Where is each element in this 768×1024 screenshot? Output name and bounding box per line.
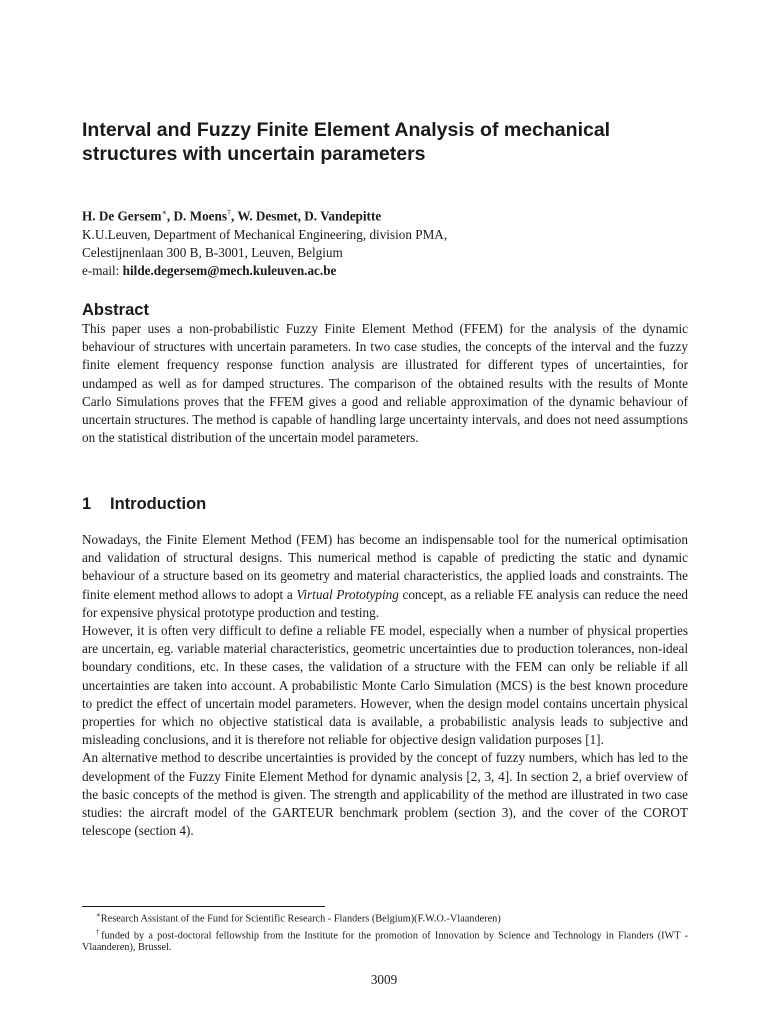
- section-number: 1: [82, 495, 92, 513]
- intro-paragraph-2: However, it is often very difficult to define a reliable FE model, especially when a number of physical properties are uncertain, eg. variable material characteristics, geometric uncertainties due to production tolerances, non-ideal boundary conditions, etc. In these cases, the validation of a structure with the FEM can only be reliable if all uncertainties are taken into account. A probabilistic Monte Carlo Simulation (MCS) is the best known procedure to predict the effect of uncertain model parameters. However, when the design model contains uncertain physical properties for which no objective statistical data is available, a probabilistic analysis leads to subjective and misleading conclusions, and it is therefore not reliable for objective design validation purposes [1].: [82, 623, 688, 748]
- section-title: Introduction: [110, 495, 207, 513]
- footnote-1-text: Research Assistant of the Fund for Scientific Research - Flanders (Belgium)(F.W.O.-Vlaanderen): [100, 913, 501, 925]
- introduction-heading: [82, 494, 206, 514]
- intro-p1-text-b: concept, as a reliable FE analysis can reduce the need for expensive physical prototype production and testing.: [82, 586, 689, 620]
- affiliation-line-1: K.U.Leuven, Department of Mechanical Engineering, division PMA,: [82, 226, 448, 242]
- footnote-2-mark: †: [96, 927, 102, 936]
- paper-title: Interval and Fuzzy Finite Element Analysis of mechanical structures with uncertain parameters: [82, 119, 611, 165]
- footnote-mark-1: ∗: [161, 208, 167, 217]
- footnote-2-text: funded by a post-doctoral fellowship from the Institute for the promotion of Innovation by Science and Technology in Flanders (IWT - Vlaanderen), Brussel.: [82, 930, 688, 954]
- footnote-divider: [82, 906, 325, 907]
- introduction-body: [82, 531, 688, 840]
- email-label: e-mail:: [82, 263, 120, 279]
- intro-paragraph-3: An alternative method to describe uncertainties is provided by the concept of fuzzy numbers, which has led to the development of the Fuzzy Finite Element Method for dynamic analysis [2, 3, 4]. In section 2, a brief overview of the basic concepts of the method is given. The strength and applicability of the method are illustrated in two case studies: the aircraft model of the GARTEUR benchmark problem (section 3), and the cover of the COROT telescope (section 4).: [82, 750, 688, 839]
- author-moens: D. Moens: [173, 208, 227, 224]
- intro-p1-emphasis: Virtual Prototyping: [296, 586, 399, 602]
- author-de-gersem: H. De Gersem: [82, 208, 162, 224]
- author-block: [82, 204, 702, 281]
- intro-paragraph-1: [82, 531, 688, 622]
- author-names: H. De Gersem∗, D. Moens†, W. Desmet, D. Vandepitte: [82, 208, 382, 224]
- footnote-mark-2: †: [226, 208, 231, 217]
- affiliation-line-2: Celestijnenlaan 300 B, B-3001, Leuven, Belgium: [82, 244, 343, 260]
- abstract-text: This paper uses a non-probabilistic Fuzzy Finite Element Method (FFEM) for the analysis of the dynamic behaviour of structures with uncertain parameters. In two case studies, the concepts of the interval and the fuzzy finite element frequency response function analysis are illustrated for different types of uncertainties, for undamped as well as for damped structures. The comparison of the obtained results with the results of Monte Carlo Simulations proves that the FFEM gives a good and reliable approximation of the dynamic behaviour of uncertain structures. The method is capable of handling large uncertainty intervals, and does not need assumptions on the statistical distribution of the uncertain model parameters.: [82, 321, 688, 446]
- abstract-heading: Abstract: [82, 301, 149, 319]
- intro-p1-text-a: Nowadays, the Finite Element Method (FEM) has become an indispensable tool for the numerical optimisation and validation of structural designs. This numerical method is capable of predicting the static and dynamic behaviour of a structure based on its geometry and material characteristics, the applied loads and constraints. The finite element method allows to adopt a: [82, 532, 688, 602]
- footnote-2: [82, 926, 688, 955]
- footnotes: [82, 909, 688, 955]
- other-authors: W. Desmet, D. Vandepitte: [237, 208, 382, 224]
- footnote-1-mark: ∗: [96, 911, 101, 919]
- page-number: 3009: [370, 972, 398, 987]
- email-address: hilde.degersem@mech.kuleuven.ac.be: [122, 263, 337, 279]
- email-line: [82, 262, 702, 280]
- footnote-1: [82, 909, 688, 926]
